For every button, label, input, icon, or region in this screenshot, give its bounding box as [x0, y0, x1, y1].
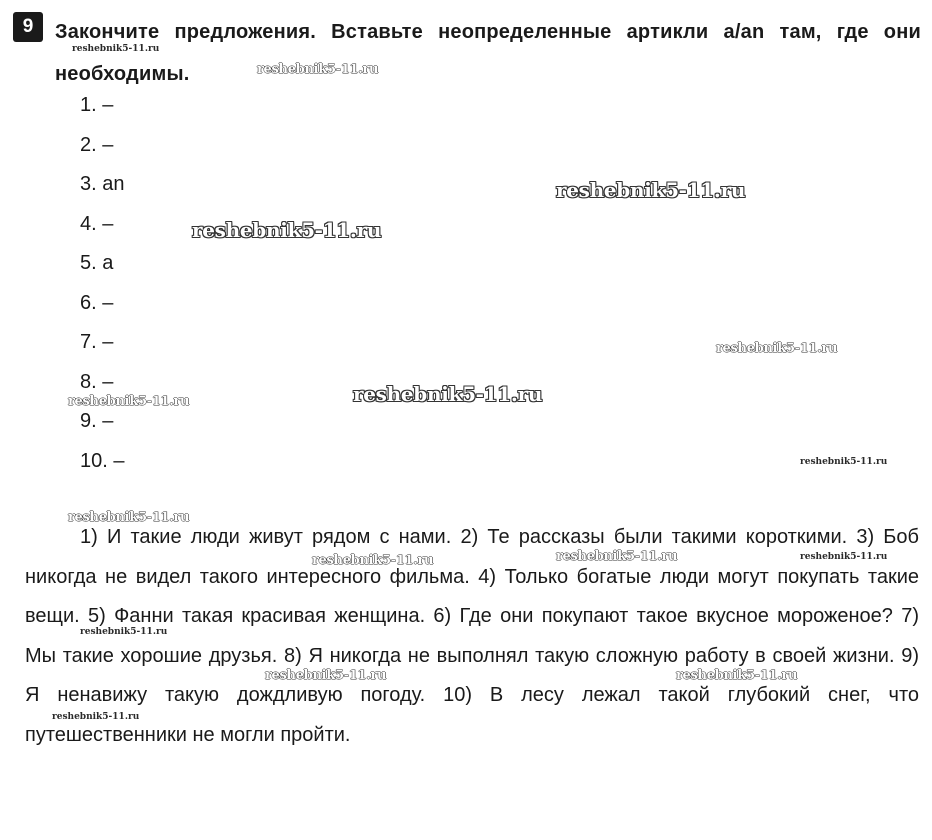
answer-item: 8. –	[80, 370, 114, 393]
answer-item: 1. –	[80, 94, 114, 116]
exercise-instruction: Закончите предложения. Вставьте неопределенные артикли a/an там, где они необходимы.	[55, 21, 921, 85]
answer-item: 2. –	[80, 133, 114, 156]
watermark: reshebnik5-11.ru	[80, 627, 168, 637]
watermark: reshebnik5-11.ru	[312, 553, 434, 568]
watermark: reshebnik5-11.ru	[72, 44, 160, 54]
translation-paragraph: 1) И такие люди живут рядом с нами. 2) Те рассказы были такими короткими. 3) Боб никогда не видел такого интересного фильма. 4) Только богатые люди могут покупать такие вещи. 5) Фанни такая красивая женщина. 6) Где они покупают такое вкусное мороженое? 7) Мы такие хорошие друзья. 8) Я никогда не выполнял такую сложную работу в своей жизни. 9) Я ненавижу такую дождливую погоду. 10) В лесу лежал такой глубокий снег, что путешественники не могли пройти.	[25, 526, 919, 746]
answer-item: 5. a	[80, 252, 114, 274]
watermark: reshebnik5-11.ru	[800, 552, 888, 562]
watermark: reshebnik5-11.ru	[353, 382, 543, 406]
answer-item: 6. –	[80, 291, 114, 314]
watermark: reshebnik5-11.ru	[68, 394, 190, 409]
exercise-number-badge: 9	[13, 12, 43, 42]
answer-item: 10. –	[80, 449, 125, 472]
watermark: reshebnik5-11.ru	[556, 178, 746, 202]
answer-item: 3. an	[80, 173, 125, 195]
answer-item: 9. –	[80, 410, 114, 432]
watermark: reshebnik5-11.ru	[676, 668, 798, 683]
watermark: reshebnik5-11.ru	[257, 62, 379, 77]
answer-item: 4. –	[80, 212, 114, 235]
watermark: reshebnik5-11.ru	[192, 218, 382, 242]
watermark: reshebnik5-11.ru	[716, 341, 838, 356]
watermark: reshebnik5-11.ru	[800, 457, 888, 467]
watermark: reshebnik5-11.ru	[556, 549, 678, 564]
answer-list	[80, 86, 124, 481]
watermark: reshebnik5-11.ru	[265, 668, 387, 683]
watermark: reshebnik5-11.ru	[68, 510, 190, 525]
answer-item: 7. –	[80, 331, 114, 353]
watermark: reshebnik5-11.ru	[52, 712, 140, 722]
